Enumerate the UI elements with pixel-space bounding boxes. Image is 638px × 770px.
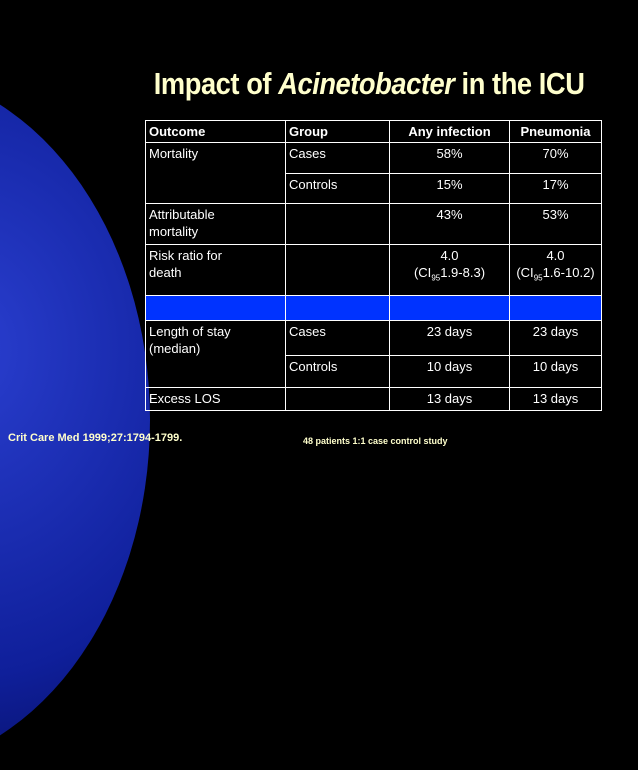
separator-cell [510, 296, 602, 321]
mortality-cases-label: Cases [286, 143, 390, 174]
attributable-pneumonia: 53% [510, 204, 602, 245]
attributable-any: 43% [390, 204, 510, 245]
los-controls-label: Controls [286, 355, 390, 387]
citation: Crit Care Med 1999;27:1794-1799. [8, 432, 183, 444]
slide-title [44, 66, 605, 102]
risk-ratio-pneumonia-ci: $(CI_{95}1.6-10.2)$ [516, 265, 595, 283]
risk-ratio-pneumonia [510, 245, 602, 296]
title-suffix: in the ICU [454, 66, 585, 101]
mortality-label: Mortality [146, 143, 286, 204]
los-controls-any: 10 days [390, 355, 510, 387]
mortality-controls-pneumonia: 17% [510, 173, 602, 204]
header-pneumonia: Pneumonia [510, 121, 602, 143]
los-label [146, 321, 286, 388]
attributable-group-empty [286, 204, 390, 245]
los-label-line2: (median) [149, 341, 201, 356]
mortality-cases-pneumonia: 70% [510, 143, 602, 174]
study-note: 48 patients 1:1 case control study [303, 436, 448, 446]
table-row [146, 143, 602, 174]
risk-ratio-group-empty [286, 245, 390, 296]
risk-ratio-label-line1: Risk ratio for [149, 248, 222, 263]
los-label-line1: Length of stay [149, 324, 231, 339]
los-cases-pneumonia: 23 days [510, 321, 602, 356]
table-separator-row [146, 296, 602, 321]
risk-ratio-any [390, 245, 510, 296]
header-outcome: Outcome [146, 121, 286, 143]
table-row [146, 321, 602, 356]
table-row [146, 204, 602, 245]
separator-cell [286, 296, 390, 321]
mortality-controls-label: Controls [286, 173, 390, 204]
excess-los-group-empty [286, 388, 390, 411]
outcome-table [145, 120, 602, 411]
title-italic: Acinetobacter [278, 66, 455, 101]
risk-ratio-pneumonia-value: 4.0 [546, 248, 565, 263]
excess-los-label: Excess LOS [146, 388, 286, 411]
risk-ratio-any-ci: $(CI_{95}1.9-8.3)$ [413, 265, 486, 283]
excess-los-pneumonia: 13 days [510, 388, 602, 411]
attributable-label-line1: Attributable [149, 207, 215, 222]
risk-ratio-label-line2: death [149, 265, 182, 280]
mortality-controls-any: 15% [390, 173, 510, 204]
los-cases-label: Cases [286, 321, 390, 356]
separator-cell [146, 296, 286, 321]
table-row [146, 245, 602, 296]
separator-cell [390, 296, 510, 321]
table-row [146, 388, 602, 411]
table-header-row [146, 121, 602, 143]
risk-ratio-label [146, 245, 286, 296]
attributable-label [146, 204, 286, 245]
excess-los-any: 13 days [390, 388, 510, 411]
risk-ratio-any-value: 4.0 [440, 248, 459, 263]
header-any-infection: Any infection [390, 121, 510, 143]
attributable-label-line2: mortality [149, 224, 199, 239]
mortality-cases-any: 58% [390, 143, 510, 174]
title-prefix: Impact of [153, 66, 279, 101]
header-group: Group [286, 121, 390, 143]
los-cases-any: 23 days [390, 321, 510, 356]
los-controls-pneumonia: 10 days [510, 355, 602, 387]
background-blue-curve [0, 70, 150, 770]
